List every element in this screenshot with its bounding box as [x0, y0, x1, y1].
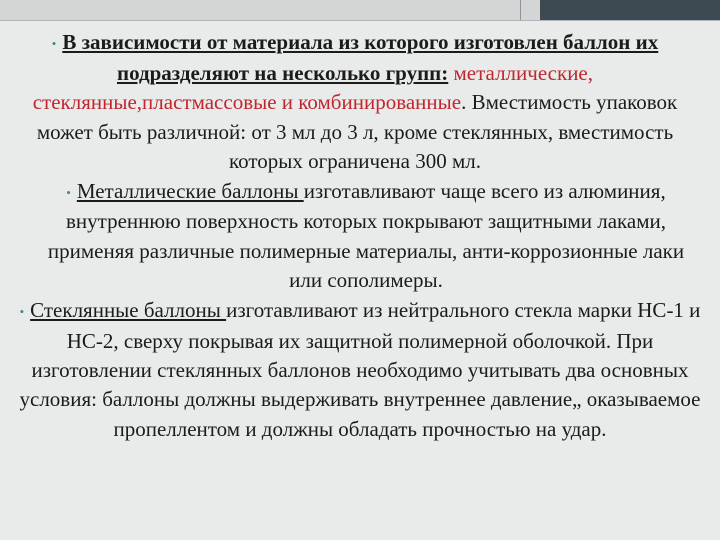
- slide-body: [0, 28, 720, 444]
- bullet-icon: •: [66, 185, 71, 200]
- paragraph-groups: [0, 28, 720, 177]
- slide-header-accent-block: [540, 0, 720, 20]
- bullet-icon: •: [19, 304, 25, 320]
- paragraph-glass-cylinders: [0, 296, 720, 445]
- metal-cylinders-term: Металлические баллоны: [76, 178, 304, 203]
- slide-header-line: [0, 20, 720, 21]
- slide-header-divider: [520, 0, 521, 21]
- groups-list-text: металлические, стеклянные,пластмассовые и комбинированные: [32, 60, 593, 115]
- groups-heading-text: В зависимости от материала из которого изготовлен баллон их подразделяют на несколько групп:: [62, 30, 659, 85]
- capacity-text: . Вместимость упаковок может быть различной: от 3 мл до 3 л, кроме стеклянных, вместимость которых ограничена 300 мл.: [36, 90, 678, 174]
- metal-cylinders-text: изготавливают чаще всего из алюминия, внутреннюю поверхность которых покрывают защитными лаками, применяя различные полимерные материалы, анти-коррозионные лаки или сополимеры.: [47, 178, 685, 293]
- glass-cylinders-term: Стеклянные баллоны: [30, 297, 227, 322]
- bullet-icon: •: [51, 36, 57, 52]
- paragraph-metal-cylinders: [0, 177, 720, 296]
- glass-cylinders-text: изготавливают из нейтрального стекла марки НС-1 и НС-2, сверху покрывая их защитной полимерной оболочкой. При изготовлении стеклянных баллонов необходимо учитывать два основных условия: баллоны должны выдерживать внутреннее давление„ оказываемое пропеллентом и должны обладать прочностью на удар.: [19, 297, 701, 441]
